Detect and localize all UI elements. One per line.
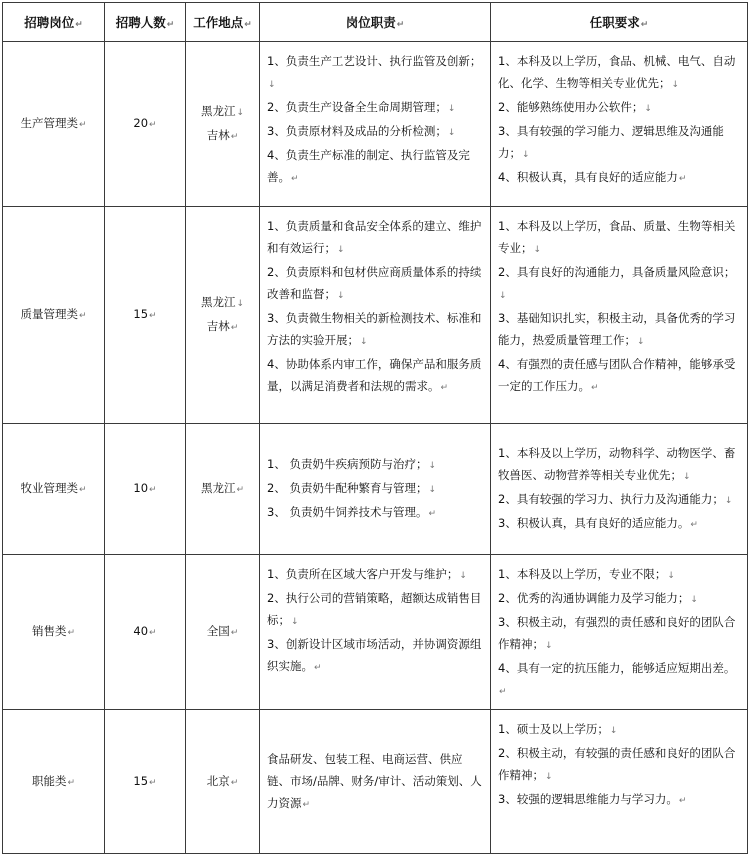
cell-requirements xyxy=(491,710,748,854)
paragraph-mark: ↵ xyxy=(78,311,87,321)
duty-item xyxy=(267,587,484,633)
position-text: 质量管理类 xyxy=(20,307,78,321)
duty-item xyxy=(267,50,484,96)
paragraph-mark: ↓ xyxy=(337,245,345,255)
position-text: 牧业管理类 xyxy=(20,481,78,495)
location-text: 吉林 xyxy=(206,319,230,333)
requirement-text: 2、积极主动，有较强的责任感和良好的团队合作精神； xyxy=(498,746,736,782)
paragraph-mark: ↓ xyxy=(690,595,698,605)
location-text: 北京 xyxy=(206,773,230,788)
cell-requirements xyxy=(491,42,748,207)
duty-text: 4、协助体系内审工作，确保产品和服务质量，以满足消费者和法规的需求。 xyxy=(267,357,482,393)
paragraph-mark: ↵ xyxy=(78,485,87,495)
duty-item xyxy=(267,353,484,399)
requirement-item xyxy=(498,120,741,166)
paragraph-mark: ↵ xyxy=(67,777,76,788)
position-text: 生产管理类 xyxy=(20,116,78,130)
cell-position xyxy=(3,42,105,207)
paragraph-mark: ↓ xyxy=(447,128,456,138)
requirement-text: 2、优秀的沟通协调能力及学习能力； xyxy=(498,591,690,605)
requirement-item xyxy=(498,442,741,488)
paragraph-mark: ↵ xyxy=(440,383,449,393)
cell-location xyxy=(186,710,260,854)
requirement-text: 1、本科及以上学历，专业不限； xyxy=(498,567,667,581)
header-position: 招聘岗位↵ xyxy=(3,3,105,42)
duty-item xyxy=(267,144,484,190)
duty-item xyxy=(267,120,484,144)
paragraph-mark: ↓ xyxy=(545,641,553,651)
cell-duties xyxy=(260,555,491,710)
location-text: 黑龙江 xyxy=(200,104,236,118)
requirement-item xyxy=(498,166,741,190)
duty-text: 3、负责微生物相关的新检测技术、标准和方法的实验开展； xyxy=(267,311,482,347)
requirement-text: 1、硕士及以上学历； xyxy=(498,722,609,736)
location-line xyxy=(186,291,259,315)
duty-item xyxy=(267,633,484,679)
cell-duties xyxy=(260,424,491,555)
table-row xyxy=(3,424,748,555)
duty-item xyxy=(267,563,484,587)
duty-text: 4、负责生产标准的制定、执行监管及完善。 xyxy=(267,148,470,184)
cell-location xyxy=(186,555,260,710)
paragraph-mark: ↓ xyxy=(236,108,245,118)
requirement-item xyxy=(498,657,741,703)
requirement-text: 1、本科及以上学历，食品、质量、生物等相关专业； xyxy=(498,219,736,255)
paragraph-mark: ↵ xyxy=(302,799,311,810)
duty-text: 1、负责质量和食品安全体系的建立、维护和有效运行； xyxy=(267,219,482,255)
cell-position xyxy=(3,555,105,710)
requirement-item xyxy=(498,718,741,742)
header-duties: 岗位职责↵ xyxy=(260,3,491,42)
paragraph-mark: ↵ xyxy=(230,777,239,788)
cell-count xyxy=(105,424,186,555)
requirement-text: 4、有强烈的责任感与团队合作精神，能够承受一定的工作压力。 xyxy=(498,357,736,393)
paragraph-mark: ↵ xyxy=(230,628,239,638)
table-row xyxy=(3,207,748,424)
recruitment-table xyxy=(2,2,748,854)
requirement-item xyxy=(498,512,741,536)
requirement-item xyxy=(498,587,741,611)
requirement-text: 3、较强的逻辑思维能力与学习力。 xyxy=(498,792,678,806)
paragraph-mark: ↵ xyxy=(499,687,507,697)
location-text: 黑龙江 xyxy=(200,481,236,495)
count-text: 10 xyxy=(133,481,149,495)
requirement-item xyxy=(498,788,741,812)
requirement-item xyxy=(498,307,741,353)
duty-text: 1、 负责奶牛疾病预防与治疗； xyxy=(267,457,428,471)
requirement-item xyxy=(498,353,741,399)
cell-requirements xyxy=(491,555,748,710)
paragraph-mark: ↓ xyxy=(360,337,368,347)
requirement-item xyxy=(498,742,741,788)
header-count: 招聘人数↵ xyxy=(105,3,186,42)
requirement-text: 4、积极认真，具有良好的适应能力 xyxy=(498,170,678,184)
cell-location xyxy=(186,424,260,555)
paragraph-mark: ↵ xyxy=(690,520,698,530)
paragraph-mark: ↓ xyxy=(459,571,467,581)
cell-position xyxy=(3,207,105,424)
requirement-item xyxy=(498,215,741,261)
cell-count xyxy=(105,555,186,710)
duty-text: 2、 负责奶牛配种繁育与管理； xyxy=(267,481,428,495)
count-text: 15 xyxy=(133,307,149,321)
requirement-text: 3、积极主动，有强烈的责任感和良好的团队合作精神； xyxy=(498,615,736,651)
requirement-item xyxy=(498,488,741,512)
paragraph-mark: ↵ xyxy=(149,311,157,321)
duty-item xyxy=(267,501,484,525)
paragraph-mark: ↵ xyxy=(314,663,322,673)
duty-item xyxy=(267,96,484,120)
paragraph-mark: ↵ xyxy=(591,383,599,393)
requirement-text: 2、具有良好的沟通能力，具备质量风险意识； xyxy=(498,265,736,279)
location-line xyxy=(186,100,259,124)
position-text: 职能类 xyxy=(31,773,67,788)
paragraph-mark: ↓ xyxy=(545,772,553,782)
location-line xyxy=(186,124,259,148)
table-row xyxy=(3,42,748,207)
duty-item xyxy=(267,307,484,353)
requirement-text: 1、本科及以上学历，食品、机械、电气、自动化、化学、生物等相关专业优先； xyxy=(498,54,736,90)
paragraph-mark: ↵ xyxy=(149,777,157,788)
table-row xyxy=(3,710,748,854)
duty-item xyxy=(267,215,484,261)
duty-text: 1、负责生产工艺设计、执行监管及创新； xyxy=(267,54,482,68)
paragraph-mark: ↓ xyxy=(522,150,530,160)
paragraph-mark: ↵ xyxy=(236,485,245,495)
requirement-text: 3、具有较强的学习能力、逻辑思维及沟通能力； xyxy=(498,124,724,160)
paragraph-mark: ↓ xyxy=(236,299,245,309)
duty-text: 2、负责原料和包材供应商质量体系的持续改善和监督； xyxy=(267,265,482,301)
duty-item xyxy=(267,477,484,501)
paragraph-mark: ↵ xyxy=(67,628,76,638)
paragraph-mark: ↵ xyxy=(78,120,87,130)
paragraph-mark: ↓ xyxy=(447,104,456,114)
cell-duties xyxy=(260,42,491,207)
cell-count xyxy=(105,207,186,424)
requirement-text: 3、积极认真，具有良好的适应能力。 xyxy=(498,516,690,530)
paragraph-mark: ↵ xyxy=(230,323,239,333)
cell-requirements xyxy=(491,207,748,424)
header-location: 工作地点↵ xyxy=(186,3,260,42)
paragraph-mark: ↓ xyxy=(337,291,345,301)
duty-text: 2、执行公司的营销策略，超额达成销售目标； xyxy=(267,591,482,627)
cell-count xyxy=(105,710,186,854)
location-line xyxy=(186,477,259,501)
duty-item xyxy=(267,453,484,477)
paragraph-mark: ↓ xyxy=(644,104,652,114)
requirement-text: 1、本科及以上学历，动物科学、动物医学、畜牧兽医、动物营养等相关专业优先； xyxy=(498,446,736,482)
duty-text: 3、创新设计区域市场活动，并协调资源组织实施。 xyxy=(267,637,482,673)
cell-requirements xyxy=(491,424,748,555)
paragraph-mark: ↵ xyxy=(678,174,687,184)
count-text: 20 xyxy=(133,116,149,130)
duty-item xyxy=(267,748,484,816)
requirement-text: 2、具有较强的学习力、执行力及沟通能力； xyxy=(498,492,724,506)
cell-position xyxy=(3,424,105,555)
table-row xyxy=(3,555,748,710)
position-text: 销售类 xyxy=(31,624,67,638)
paragraph-mark: ↵ xyxy=(230,132,239,142)
duty-item xyxy=(267,261,484,307)
duty-text: 食品研发、包装工程、电商运营、供应链、市场/品牌、财务/审计、活动策划、人力资源 xyxy=(267,751,482,810)
requirement-item xyxy=(498,261,741,307)
paragraph-mark: ↓ xyxy=(499,291,507,301)
requirement-text: 2、能够熟练使用办公软件； xyxy=(498,100,644,114)
paragraph-mark: ↵ xyxy=(678,796,687,806)
cell-duties xyxy=(260,710,491,854)
location-text: 全国 xyxy=(206,624,230,638)
paragraph-mark: ↵ xyxy=(428,509,437,519)
paragraph-mark: ↓ xyxy=(428,461,437,471)
paragraph-mark: ↓ xyxy=(637,337,645,347)
count-text: 40 xyxy=(133,624,149,638)
cell-duties xyxy=(260,207,491,424)
duty-text: 2、负责生产设备全生命周期管理； xyxy=(267,100,447,114)
cell-count xyxy=(105,42,186,207)
header-requirements: 任职要求↵ xyxy=(491,3,748,42)
paragraph-mark: ↓ xyxy=(724,496,733,506)
cell-location xyxy=(186,207,260,424)
duty-text: 3、 负责奶牛饲养技术与管理。 xyxy=(267,505,428,519)
location-text: 黑龙江 xyxy=(200,295,236,309)
paragraph-mark: ↓ xyxy=(291,617,299,627)
duty-text: 1、负责所在区域大客户开发与维护； xyxy=(267,567,459,581)
paragraph-mark: ↓ xyxy=(533,245,542,255)
requirement-item xyxy=(498,563,741,587)
location-line xyxy=(186,620,259,644)
requirement-item xyxy=(498,50,741,96)
count-text: 15 xyxy=(133,773,149,788)
location-line xyxy=(186,770,259,794)
paragraph-mark: ↵ xyxy=(149,628,157,638)
paragraph-mark: ↓ xyxy=(683,472,691,482)
paragraph-mark: ↓ xyxy=(667,571,675,581)
requirement-item xyxy=(498,96,741,120)
paragraph-mark: ↵ xyxy=(291,174,299,184)
header-row xyxy=(3,3,748,42)
paragraph-mark: ↵ xyxy=(149,120,157,130)
paragraph-mark: ↓ xyxy=(671,80,680,90)
location-line xyxy=(186,315,259,339)
paragraph-mark: ↓ xyxy=(609,726,618,736)
paragraph-mark: ↓ xyxy=(268,80,276,90)
paragraph-mark: ↓ xyxy=(428,485,437,495)
duty-text: 3、负责原材料及成品的分析检测； xyxy=(267,124,447,138)
requirement-item xyxy=(498,611,741,657)
cell-location xyxy=(186,42,260,207)
location-text: 吉林 xyxy=(206,128,230,142)
requirement-text: 4、具有一定的抗压能力，能够适应短期出差。 xyxy=(498,661,736,675)
requirement-text: 3、基础知识扎实，积极主动，具备优秀的学习能力，热爱质量管理工作； xyxy=(498,311,736,347)
cell-position xyxy=(3,710,105,854)
paragraph-mark: ↵ xyxy=(149,485,157,495)
